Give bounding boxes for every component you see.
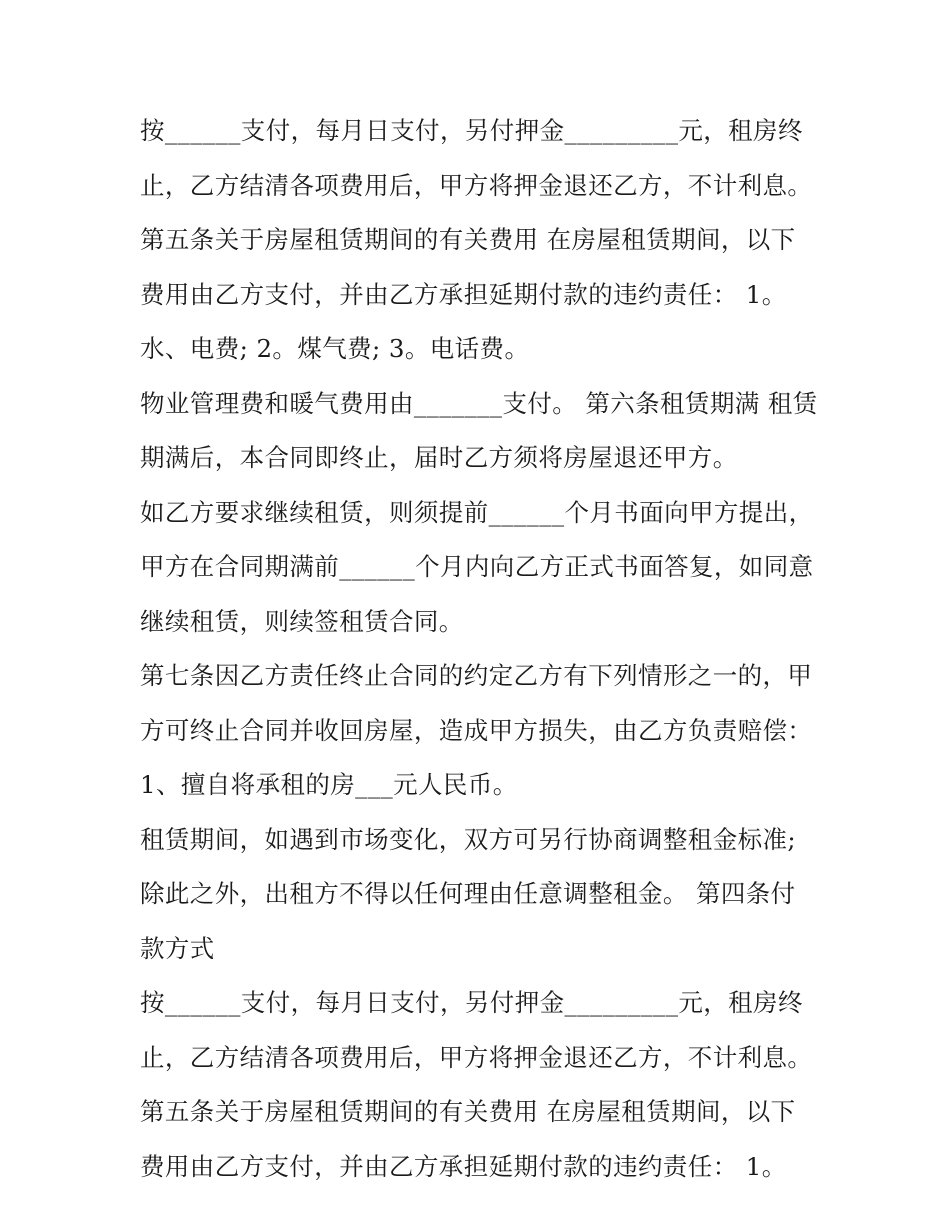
text-line: 费用由乙方支付，并由乙方承担延期付款的违约责任： 1。 [140, 279, 787, 309]
text-line: 继续租赁，则续签租赁合同。 [140, 606, 464, 636]
text-line: 第七条因乙方责任终止合同的约定乙方有下列情形之一的，甲 [140, 661, 813, 690]
text-line: 除此之外，出租方不得以任何理由任意调整租金。 第四条付 [140, 879, 796, 908]
text-line: 租赁期间，如遇到市场变化，双方可另行协商调整租金标准; [140, 824, 797, 854]
text-line: 按______支付，每月日支付，另付押金_________元，租房终 [140, 116, 803, 145]
text-line: 止，乙方结清各项费用后，甲方将押金退还乙方，不计利息。 [140, 1042, 813, 1072]
text-line: 物业管理费和暖气费用由_______支付。 第六条租赁期满 租赁 [140, 388, 818, 418]
text-line: 1、擅自将承租的房___元人民币。 [140, 770, 518, 799]
text-line: 第五条关于房屋租赁期间的有关费用 在房屋租赁期间，以下 [140, 1097, 796, 1126]
document-body [140, 104, 820, 1194]
text-line: 期满后，本合同即终止，届时乙方须将房屋退还甲方。 [140, 443, 738, 472]
text-line: 第五条关于房屋租赁期间的有关费用 在房屋租赁期间，以下 [140, 225, 796, 254]
text-line: 止，乙方结清各项费用后，甲方将押金退还乙方，不计利息。 [140, 170, 813, 200]
text-line: 水、电费; 2。煤气费; 3。电话费。 [140, 334, 530, 363]
text-line: 如乙方要求继续租赁，则须提前______个月书面向甲方提出， [140, 497, 814, 527]
text-line: 甲方在合同期满前______个月内向乙方正式书面答复，如同意 [140, 552, 814, 581]
text-line: 款方式 [140, 933, 215, 963]
text-line: 费用由乙方支付，并由乙方承担延期付款的违约责任： 1。 [140, 1151, 787, 1181]
text-line: 方可终止合同并收回房屋，造成甲方损失，由乙方负责赔偿： [140, 715, 813, 745]
text-line: 按______支付，每月日支付，另付押金_________元，租房终 [140, 988, 803, 1017]
